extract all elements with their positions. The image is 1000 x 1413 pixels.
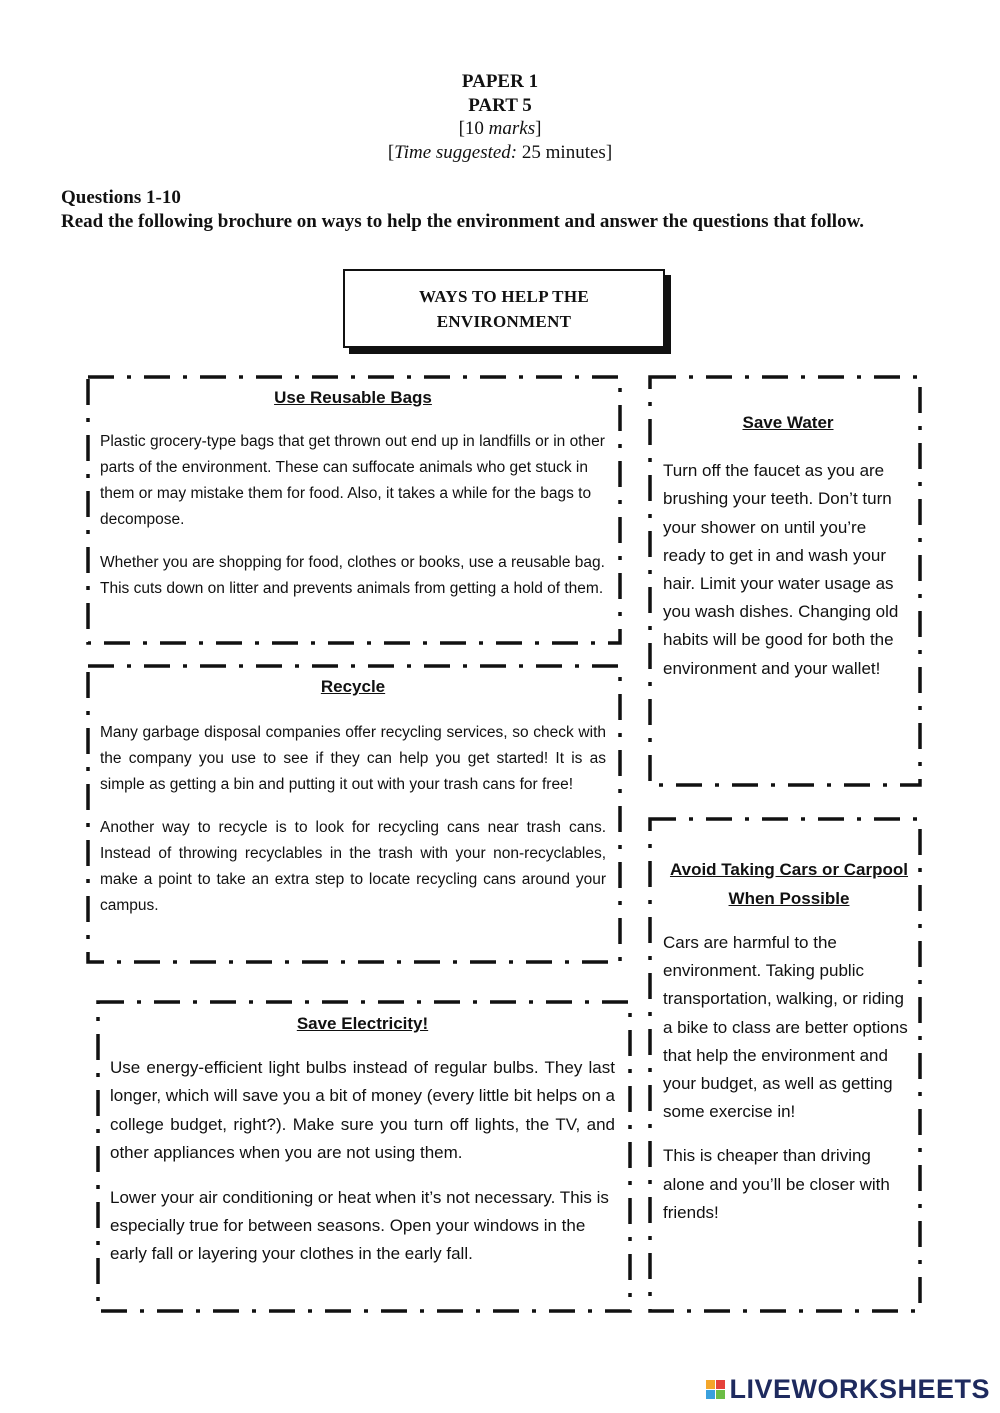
part-label: PART 5 (468, 94, 532, 116)
panel-heading: Avoid Taking Cars or Carpool When Possible (669, 860, 909, 908)
panel-avoid-cars (648, 817, 922, 1313)
panel-heading: Use Reusable Bags (274, 388, 432, 407)
liveworksheets-logo-icon (706, 1380, 725, 1399)
panel-recycle (86, 664, 622, 964)
time-label: [Time suggested: 25 minutes] (387, 141, 613, 163)
panel-paragraph: Lower your air conditioning or heat when it’s not necessary. This is especially true for between seasons. Open your windows in the early fall or layering your clothes in the early fall. (110, 1188, 609, 1264)
panel-paragraph: Plastic grocery-type bags that get thrown out end up in landfills or in other parts of the environment. These can suffocate animals who get stuck in them or may mistake them for food. Also, it takes a while for the bags to decompose. (100, 433, 605, 528)
panel-save-water (648, 375, 922, 787)
exam-header (0, 70, 1000, 164)
panel-paragraph: Another way to recycle is to look for recycling cans near trash cans. Instead of throwing recyclables in the trash with your non-recyclables, make a point to take an extra step to locate recycling cans around your campus. (100, 819, 606, 914)
panel-paragraph: Turn off the faucet as you are brushing your teeth. Don’t turn your shower on until you’re ready to get in and wash your hair. Limit your water usage as you wash dishes. Changing old habits will be good for both the environment and your wallet! (663, 461, 899, 678)
marks-label: [10 marks] (458, 118, 542, 139)
panel-content (100, 385, 606, 602)
panel-heading: Recycle (320, 677, 386, 696)
panel-reusable-bags (86, 375, 622, 645)
panel-heading: Save Water (742, 413, 834, 432)
panel-content (663, 409, 913, 683)
panel-content (663, 855, 915, 1227)
panel-paragraph: Whether you are shopping for food, clothes or books, use a reusable bag. This cuts down on litter and prevents animals from getting a hold of them. (100, 554, 605, 597)
panel-content (110, 1010, 615, 1269)
instructions (61, 186, 961, 234)
paper-label: PAPER 1 (461, 71, 539, 92)
panel-save-electricity (96, 1000, 632, 1313)
brochure-title: WAYS TO HELP THE ENVIRONMENT (343, 269, 665, 348)
panel-paragraph: Many garbage disposal companies offer recycling services, so check with the company you use to see if they can help you get started! It is as simple as getting a bin and putting it out with your trash cans for free! (100, 724, 606, 793)
instruction-text: Read the following brochure on ways to help the environment and answer the questions that follow. (61, 211, 864, 232)
panel-heading: Save Electricity! (296, 1014, 429, 1033)
panel-content (100, 674, 606, 919)
liveworksheets-brand (706, 1374, 990, 1405)
brand-text: LIVEWORKSHEETS (729, 1374, 990, 1404)
panel-paragraph: Cars are harmful to the environment. Taking public transportation, walking, or riding a bike to class are better options that help the environment and your budget, as well as getting some exercise in! (663, 933, 908, 1122)
panel-paragraph: This is cheaper than driving alone and you’ll be closer with friends! (663, 1146, 890, 1222)
panel-paragraph: Use energy-efficient light bulbs instead of regular bulbs. They last longer, which will save you a bit of money (every little bit helps on a college budget, right?). Make sure you turn off lights, the TV, and other appliances when you are not using them. (110, 1058, 615, 1162)
questions-range: Questions 1-10 (61, 187, 181, 208)
